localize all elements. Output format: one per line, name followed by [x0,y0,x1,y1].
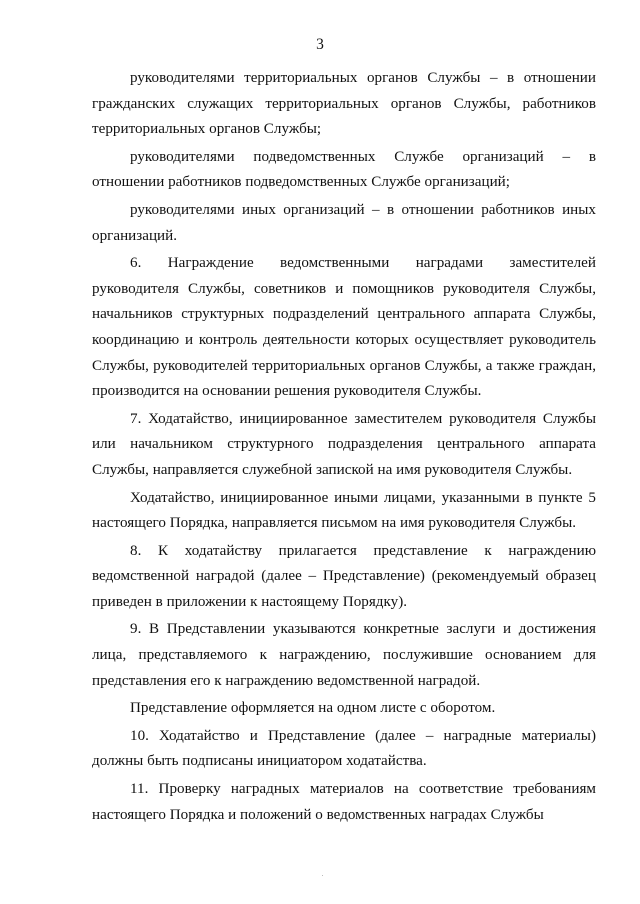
paragraph: 8. К ходатайству прилагается представление к награждению ведомственной наградой (далее – Представление) (рекомендуемый образец приведен в приложении к настоящему Порядку). [92,542,596,610]
scan-speck [322,875,323,876]
paragraph: Представление оформляется на одном листе с оборотом. [130,700,496,717]
paragraph: Ходатайство, инициированное иными лицами, указанными в пункте 5 настоящего Порядка, направляется письмом на имя руководителя Службы. [92,489,596,532]
paragraph: 11. Проверку наградных материалов на соответствие требованиям настоящего Порядка и положений о ведомственных наградах Службы [92,781,596,823]
page-number: 3 [316,36,324,53]
paragraph: 7. Ходатайство, инициированное заместителем руководителя Службы или начальником структурного подразделения центрального аппарата Службы, направляется служебной запиской на имя руководителя Службы. [92,410,596,478]
paragraph: 10. Ходатайство и Представление (далее – наградные материалы) должны быть подписаны инициатором ходатайства. [92,727,596,770]
paragraph: руководителями территориальных органов Службы – в отношении гражданских служащих территориальных органов Службы, работников территориальных органов Службы; [92,70,596,138]
paragraph: руководителями подведомственных Службе организаций – в отношении работников подведомственных Службе организаций; [92,148,596,191]
paragraph: 6. Награждение ведомственными наградами заместителей руководителя Службы, советников и помощников руководителя Службы, начальников структурных подразделений центрального аппарата Службы, координацию и контроль деятельности которых осуществляет руководитель Службы, руководителей территориальных органов Службы, а также граждан, производится на основании решения руководителя Службы. [92,255,596,400]
document-body [92,66,596,830]
paragraph: руководителями иных организаций – в отношении работников иных организаций. [92,201,596,244]
paragraph: 9. В Представлении указываются конкретные заслуги и достижения лица, представляемого к награждению, послужившие основанием для представления его к награждению ведомственной наградой. [92,621,596,689]
